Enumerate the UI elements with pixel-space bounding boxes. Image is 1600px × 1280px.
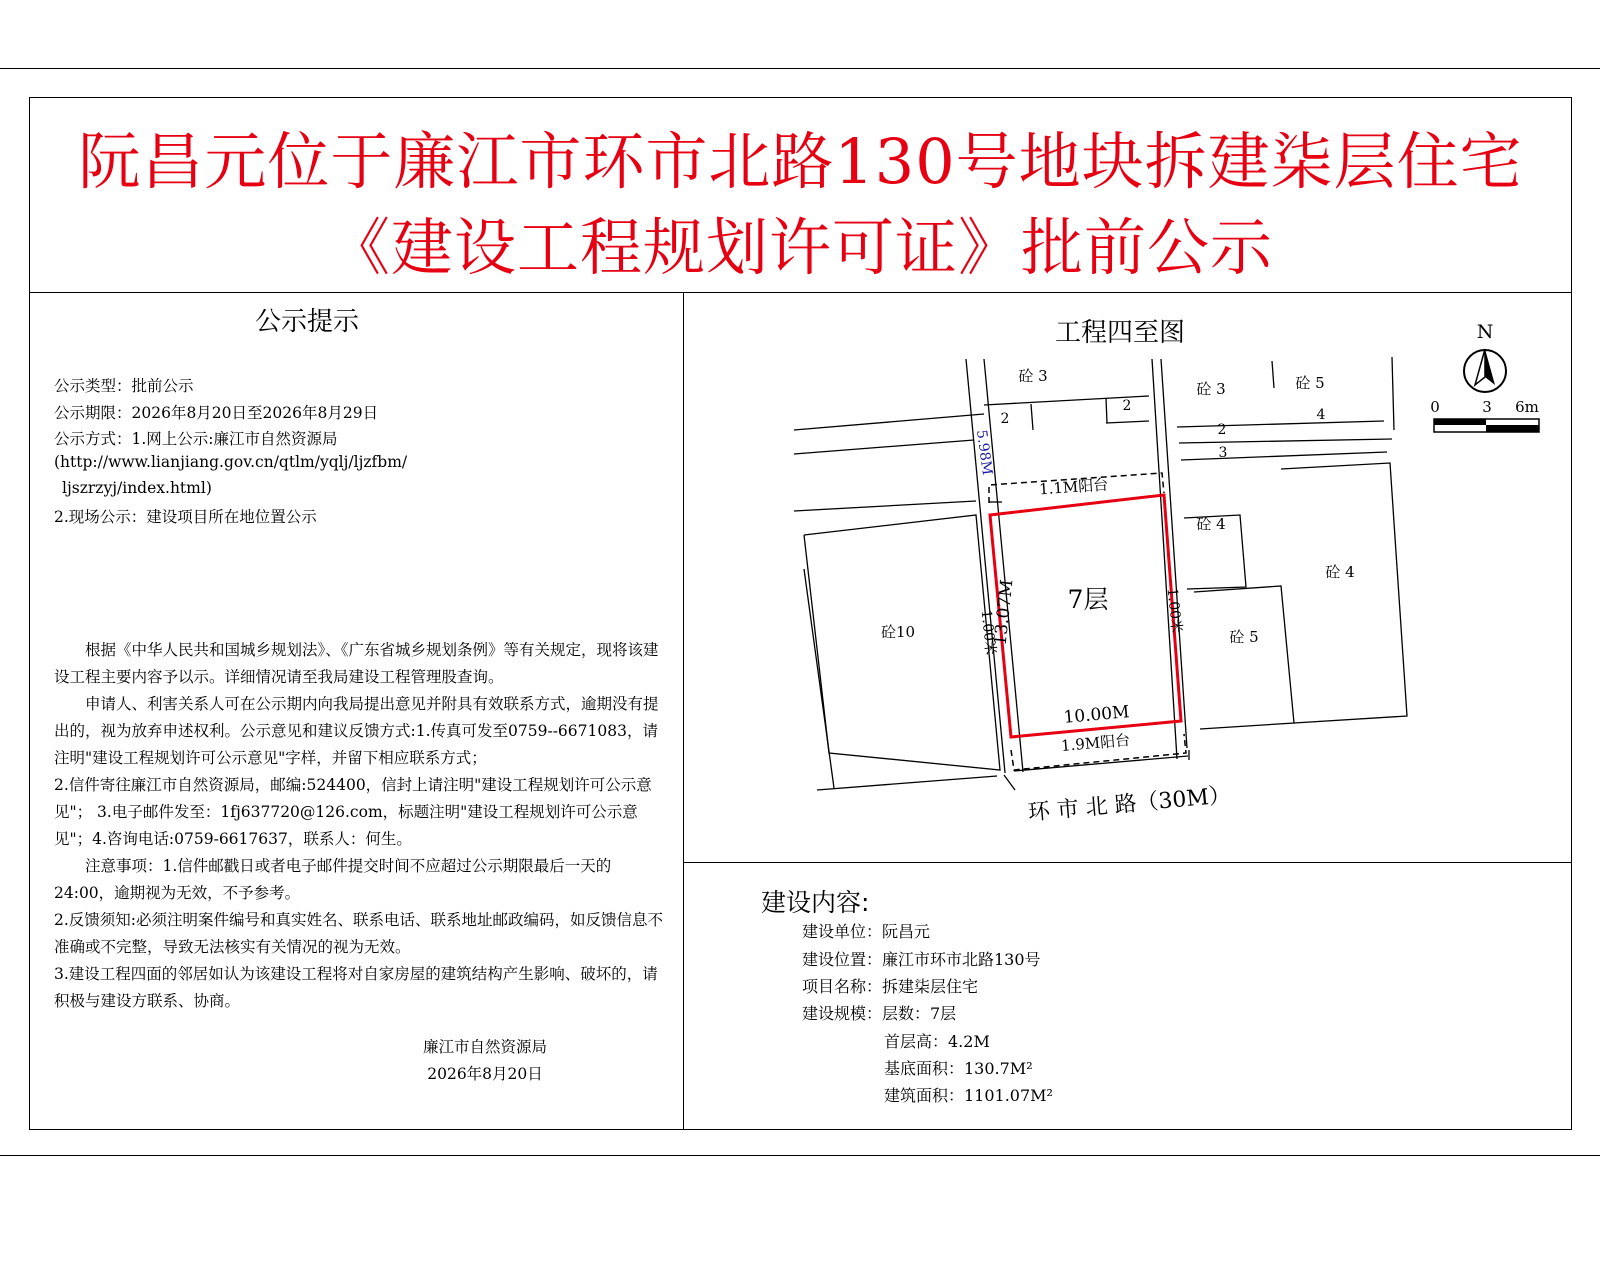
content-unit: 建设单位：阮昌元: [802, 922, 931, 941]
notice-period: 公示期限：2026年8月20日至2026年8月29日: [54, 404, 379, 422]
road-label: 环 市 北 路（30M）: [1026, 783, 1232, 826]
bldg-w: 砼10: [880, 623, 916, 641]
site-boundary: [990, 495, 1181, 737]
content-project: 项目名称：拆建柒层住宅: [802, 977, 979, 996]
notice-para-5: 2.反馈须知:必须注明案件编号和真实姓名、联系电话、联系地址邮政编码，如反馈信息不准确或不完整，导致无法核实有关情况的视为无效。: [54, 911, 664, 956]
map-heading: 工程四至图: [1054, 318, 1186, 348]
notice-type: 公示类型：批前公示: [54, 377, 194, 395]
south-balcony-label: 1.9M阳台: [1060, 731, 1131, 756]
scale-bar: [1430, 398, 1539, 432]
scale-label-0: 0: [1430, 398, 1440, 416]
west-distance-label: 1.00米: [977, 609, 999, 656]
south-length-label: 10.00M: [1062, 702, 1131, 728]
notice-para-1: 根据《中华人民共和国城乡规划法》、《广东省城乡规划条例》等有关规定，现将该建设工程主要内容予以示。详细情况请至我局建设工程管理股查询。: [54, 641, 659, 686]
content-first-floor: 首层高：4.2M: [884, 1032, 990, 1051]
site-map: [684, 293, 1571, 862]
north-balcony-label: 1.1M阳台: [1038, 475, 1109, 499]
notice-para-6: 3.建设工程四面的邻居如认为该建设工程将对自家房屋的建筑结构产生影响、破坏的，请积极与建设方联系、协商。: [54, 965, 658, 1010]
content-base-area: 基底面积：130.7M²: [884, 1059, 1033, 1078]
title-line-1: 阮昌元位于廉江市环市北路130号地块拆建柒层住宅: [78, 125, 1523, 198]
story-2b: 2: [1122, 398, 1132, 414]
bldg-n1: 砼 3: [1018, 367, 1048, 385]
story-4: 4: [1316, 407, 1326, 423]
notice-url-line2: ljszrzyj/index.html): [62, 479, 212, 497]
bldg-n2: 砼 3: [1196, 380, 1226, 398]
notice-heading: 公示提示: [254, 307, 359, 337]
east-distance-label: 1.00米: [1163, 587, 1185, 634]
construction-content: [684, 862, 1571, 1129]
sign-date: 2026年8月20日: [427, 1065, 543, 1083]
lane-width-label: 5.98M: [972, 428, 996, 477]
map-lines: [794, 357, 1407, 790]
content-total-area: 建筑面积：1101.07M²: [884, 1086, 1053, 1105]
notice-para-4: 注意事项：1.信件邮戳日或者电子邮件提交时间不应超过公示期限最后一天的24:00，逾期视为无效，不予参考。: [54, 857, 612, 902]
notice-method2: 2.现场公示：建设项目所在地位置公示: [54, 508, 317, 526]
west-length-label: 13.07M: [990, 578, 1018, 647]
floors-label: 7层: [1067, 585, 1109, 614]
notice-para-2: 申请人、利害关系人可在公示期内向我局提出意见并附具有效联系方式，逾期没有提出的，视为放弃申述权利。公示意见和建议反馈方式:1.传真可发至0759--6671083，请注明"建设工程规划许可公示意见"字样，并留下相应联系方式；: [54, 695, 659, 767]
notice-panel: [30, 293, 684, 1129]
notice-para-3: 2.信件寄往廉江市自然资源局，邮编:524400，信封上请注明"建设工程规划许可公示意见"； 3.电子邮件发至：1fj637720@126.com，标题注明"建设工程规划许可公示意见"；4.咨询电话:0759-6617637，联系人：何生。: [54, 776, 652, 848]
bldg-e3: 砼 4: [1325, 563, 1355, 581]
title-line-2: 《建设工程规划许可证》批前公示: [327, 211, 1273, 284]
content-heading: 建设内容:: [761, 888, 870, 917]
content-scale: 建设规模：层数：7层: [802, 1004, 957, 1023]
bldg-n3: 砼 5: [1295, 374, 1325, 392]
scale-label-6: 6m: [1515, 398, 1539, 416]
notice-method: 公示方式：1.网上公示:廉江市自然资源局: [54, 430, 338, 448]
notice-body: [54, 637, 664, 1015]
notice-url-line1: (http://www.lianjiang.gov.cn/qtlm/yqlj/ljzfbm/: [54, 453, 408, 471]
story-2a: 2: [1000, 411, 1010, 427]
story-3: 3: [1218, 445, 1228, 461]
north-label: N: [1476, 321, 1494, 343]
scale-label-3: 3: [1482, 398, 1492, 416]
north-arrow-icon: [1464, 321, 1506, 392]
bldg-e2: 砼 5: [1229, 628, 1259, 646]
content-location: 建设位置：廉江市环市北路130号: [802, 950, 1041, 969]
notice-board: [29, 97, 1572, 1130]
sign-org: 廉江市自然资源局: [422, 1038, 547, 1056]
bldg-e1: 砼 4: [1196, 515, 1226, 533]
story-2c: 2: [1217, 422, 1227, 438]
title-area: [30, 98, 1571, 293]
map-panel: [684, 293, 1571, 1129]
